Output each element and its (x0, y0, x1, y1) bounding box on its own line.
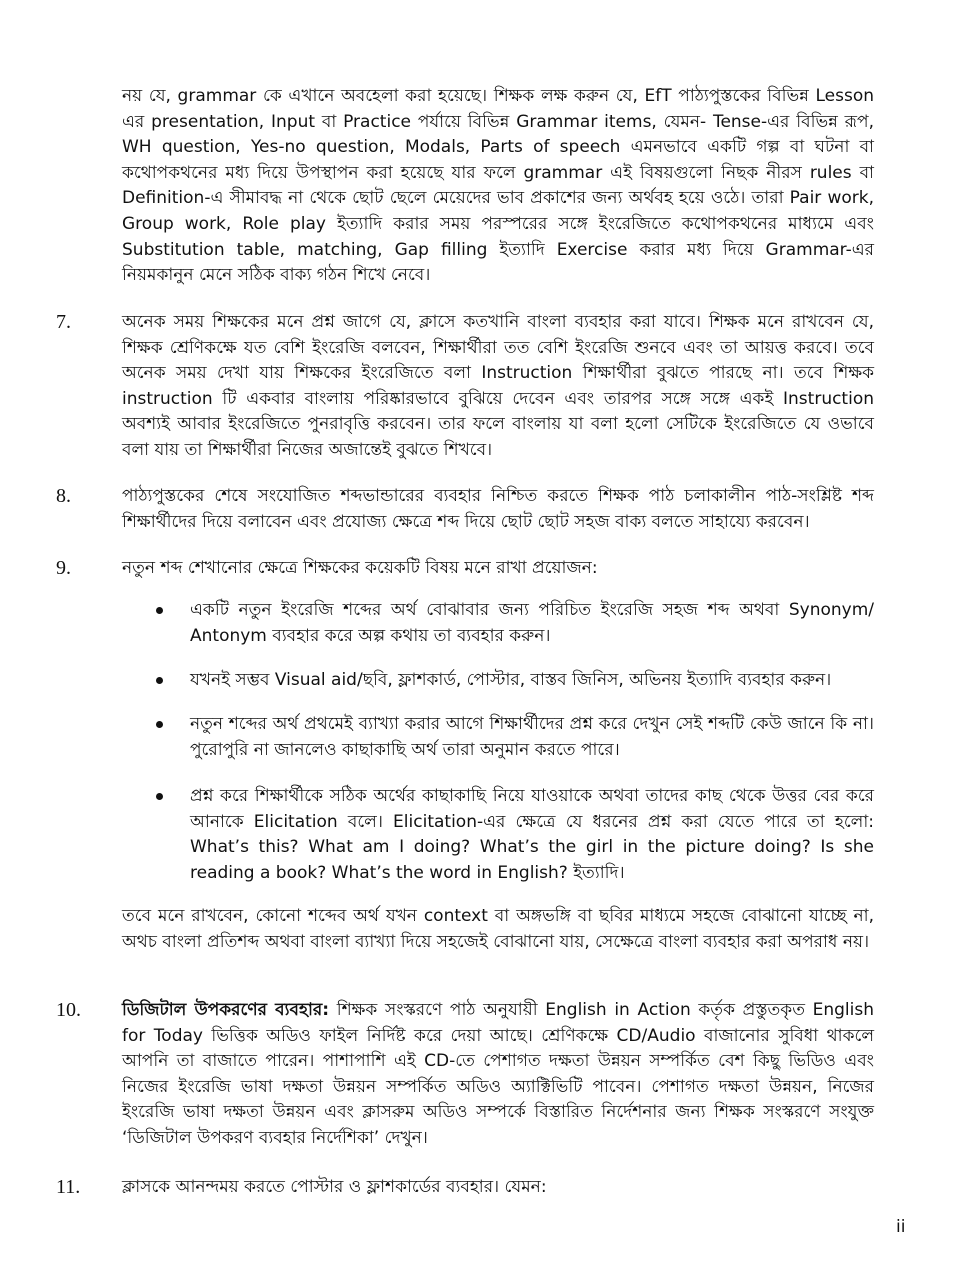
bullet-icon (156, 793, 163, 800)
note-paragraph: তবে মনে রাখবেন, কোনো শব্দেব অর্থ যখন context বা অঙ্গভঙ্গি বা ছবির মাধ্যমে সহজে বোঝানো যাচ্ছে না, অথচ বাংলা প্রতিশব্দ অথবা বাংলা ব্যাখ্যা দিয়ে সহজেই বোঝানো যায়, সেক্ষেত্রে বাংলা ব্যবহার করা অপরাধ নয়। (122, 906, 874, 952)
bullet-icon (156, 721, 163, 728)
item-number: 11. (56, 1176, 81, 1198)
item-text: পাঠ্যপুস্তকের শেষে সংযোজিত শব্দভান্ডারের ব্যবহার নিশ্চিত করতে শিক্ষক পাঠ চলাকালীন পাঠ-সংশ্লিষ্ট শব্দ শিক্ষার্থীদের দিয়ে বলাবেন এবং প্রযোজ্য ক্ষেত্রে শব্দ দিয়ে ছোট ছোট সহজ বাক্য বলতে সাহায্যে করবেন। (122, 486, 874, 532)
bullet-text: একটি নতুন ইংরেজি শব্দের অর্থ বোঝাবার জন্য পরিচিত ইংরেজি সহজ শব্দ অথবা Synonym/ Antonym ব্যবহার করে অল্প কথায় তা ব্যবহার করুন। (190, 600, 874, 646)
bullet-icon (156, 677, 163, 684)
item-text: ক্লাসকে আনন্দময় করতে পোস্টার ও ফ্লাশকার্ডের ব্যবহার। যেমন: (122, 1177, 547, 1197)
item-number: 10. (56, 999, 81, 1021)
page-number: ii (896, 1217, 906, 1237)
item-text: নতুন শব্দ শেখানোর ক্ষেত্রে শিক্ষকের কয়েকটি বিষয় মনে রাখা প্রয়োজন: (122, 558, 598, 578)
bullet-text: যখনই সম্ভব Visual aid/ছবি, ফ্লাশকার্ড, পোস্টার, বাস্তব জিনিস, অভিনয় ইত্যাদি ব্যবহার করুন। (190, 670, 832, 690)
item-number: 7. (56, 311, 71, 333)
item-text (122, 998, 874, 1152)
item-body: শিক্ষক সংস্করণে পাঠ অনুযায়ী English in Action কর্তৃক প্রস্তুতকৃত English for Today ভিত্তিক অডিও ফাইল নির্দিষ্ট করে দেয়া আছে। শ্রেণিকক্ষে CD/Audio বাজানোর সুবিধা থাকলে আপনি তা বাজাতে পারেন। পাশাপাশি এই CD-তে পেশাগত দক্ষতা উন্নয়ন সম্পর্কিত বেশ কিছু ভিডিও এবং নিজের ইংরেজি ভাষা দক্ষতা উন্নয়ন সম্পর্কিত অডিও অ্যাক্টিভিটি পাবেন। পেশাগত দক্ষতা উন্নয়ন, নিজের ইংরেজি ভাষা দক্ষতা উন্নয়ন এবং ক্লাসরুম অডিও সম্পর্কে বিস্তারিত নির্দেশনার জন্য শিক্ষক সংস্করণে সংযুক্ত ‘ডিজিটাল উপকরণ ব্যবহার নির্দেশিকা’ দেখুন। (122, 1000, 875, 1148)
item-bold-lead: ডিজিটাল উপকরণের ব্যবহার: (122, 1000, 330, 1020)
bullet-icon (156, 607, 163, 614)
item-number: 9. (56, 557, 71, 579)
bullet-text: প্রশ্ন করে শিক্ষার্থীকে সঠিক অর্থের কাছাকাছি নিয়ে যাওয়াকে অথবা তাদের কাছ থেকে উত্তর বের করে আনাকে Elicitation বলে। Elicitation-এর ক্ষেত্রে যে ধরনের প্রশ্ন করা যেতে পারে তা হলো: What’s this? What am I doing? What’s the girl in the picture doing? Is she reading a book? What’s the word in English? ইত্যাদি। (190, 786, 874, 883)
intro-paragraph: নয় যে, grammar কে এখানে অবহেলা করা হয়েছে। শিক্ষক লক্ষ করুন যে, EfT পাঠ্যপুস্তকের বিভিন্ন Lesson এর presentation, Input বা Practice পর্যায়ে বিভিন্ন Grammar items, যেমন- Tense-এর বিভিন্ন রূপ, WH question, Yes-no question, Modals, Parts of speech এমনভাবে একটি গল্প বা ঘটনা বা কথোপকথনের মধ্য দিয়ে উপস্থাপন করা হয়েছে যার ফলে grammar এই বিষয়গুলো নিছক নীরস rules বা Definition-এ সীমাবদ্ধ না থেকে ছোট ছেলে মেয়েদের ভাব প্রকাশের জন্য অর্থবহ হয়ে ওঠে। তারা Pair work, Group work, Role play ইত্যাদি করার সময় পরস্পরের সঙ্গে ইংরেজিতে কথোপকথনের মাধ্যমে এবং Substitution table, matching, Gap filling ইত্যাদি Exercise করার মধ্য দিয়ে Grammar-এর নিয়মকানুন মেনে সঠিক বাক্য গঠন শিখে নেবে। (122, 86, 874, 286)
bullet-text: নতুন শব্দের অর্থ প্রথমেই ব্যাখ্যা করার আগে শিক্ষার্থীদের প্রশ্ন করে দেখুন সেই শব্দটি কেউ জানে কি না। পুরোপুরি না জানলেও কাছাকাছি অর্থ তারা অনুমান করতে পারে। (190, 714, 874, 760)
item-number: 8. (56, 485, 71, 507)
item-text: অনেক সময় শিক্ষকের মনে প্রশ্ন জাগে যে, ক্লাসে কতখানি বাংলা ব্যবহার করা যাবে। শিক্ষক মনে রাখবেন যে, শিক্ষক শ্রেণিকক্ষে যত বেশি ইংরেজি বলবেন, শিক্ষার্থীরা তত বেশি ইংরেজি শুনবে এবং তা আয়ত্ত করবে। তবে অনেক সময় দেখা যায় শিক্ষকের ইংরেজিতে বলা Instruction শিক্ষার্থীরা বুঝতে পারছে না। তবে শিক্ষক instruction টি একবার বাংলায় পরিষ্কারভাবে বুঝিয়ে দেবেন এবং তারপর সঙ্গে সঙ্গে একই Instruction অবশ্যই আবার ইংরেজিতে পুনরাবৃত্তি করবেন। তার ফলে বাংলায় যা বলা হলো সেটিকে ইংরেজিতে যে ওভাবে বলা যায় তা শিক্ষার্থীরা নিজের অজান্তেই বুঝতে শিখবে। (122, 312, 874, 460)
